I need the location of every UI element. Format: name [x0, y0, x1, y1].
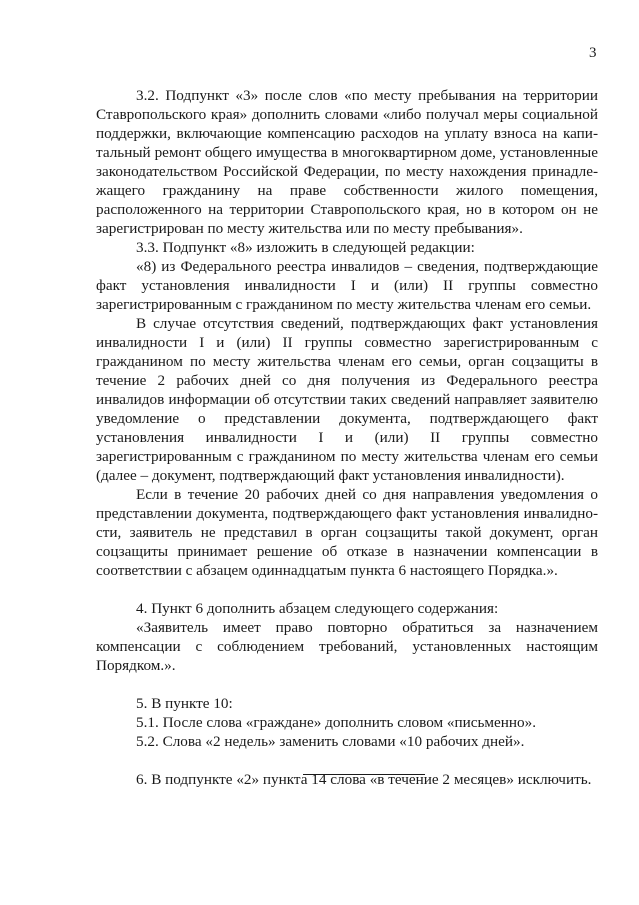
paragraph-3-3: 3.3. Подпункт «8» изложить в следующей редакции:	[136, 239, 475, 256]
paragraph-absence-case: В случае отсутствия сведений, подтверждающих факт установления инвалидности I и (или) II группы совместно зарегистрированным с гражданином по месту жительства членам его семьи, орган соцзащиты в течение 2 рабочих дней со дня получения из Федерального реестра инвалидов информации об отсутствии таких сведений направляет заявителю уведомление о представлении документа, подтверждающего факт установления инвалидности I и (или) II группы совместно зарегистрированным с гражданином по месту жительства членам его семьи (далее – документ, подтверждающий факт установления инвалидности).	[96, 315, 598, 484]
paragraph-5-2: 5.2. Слова «2 недель» заменить словами «10 рабочих дней».	[136, 733, 525, 750]
paragraph-4: 4. Пункт 6 дополнить абзацем следующего содержания:	[136, 600, 499, 617]
paragraph-5: 5. В пункте 10:	[136, 695, 233, 712]
document-body	[96, 86, 598, 789]
paragraph-spacer	[96, 675, 598, 694]
end-divider-line	[303, 774, 425, 775]
paragraph-20-days: Если в течение 20 рабочих дней со дня направления уведомления о представлении документа, подтверждающего факт установления инвалидности, заявитель не представил в орган соцзащиты такой документ, орган соцзащиты принимает решение об отказе в назначении компенсации в соответствии с абзацем одиннадцатым пункта 6 настоящего Порядка.».	[96, 486, 598, 579]
paragraph-3-2: 3.2. Подпункт «3» после слов «по месту пребывания на территории Ставропольского края» дополнить словами «либо получал меры социальной поддержки, включающие компенсацию расходов на уплату взноса на капитальный ремонт общего имущества в многоквартирном доме, установленные законодательством Российской Федерации, по месту нахождения принадлежащего гражданину на праве собственности жилого помещения, расположенного на территории Ставропольского края, но в котором он не зарегистрирован по месту жительства или по месту пребывания».	[96, 87, 598, 237]
paragraph-spacer	[96, 751, 598, 770]
paragraph-6: 6. В подпункте «2» пункта 14 слова «в течение 2 месяцев» исключить.	[136, 771, 592, 788]
paragraph-spacer	[96, 580, 598, 599]
paragraph-4-quote: «Заявитель имеет право повторно обратиться за назначением компенсации с соблюдением требований, установленных настоящим Порядком.».	[96, 619, 598, 674]
paragraph-5-1: 5.1. После слова «граждане» дополнить словом «письменно».	[136, 714, 537, 731]
page-number: 3	[589, 45, 597, 61]
paragraph-item-8: «8) из Федерального реестра инвалидов – сведения, подтверждающие факт установления инвалидности I и (или) II группы совместно зарегистрированным с гражданином по месту жительства членам его семьи.	[96, 258, 598, 313]
